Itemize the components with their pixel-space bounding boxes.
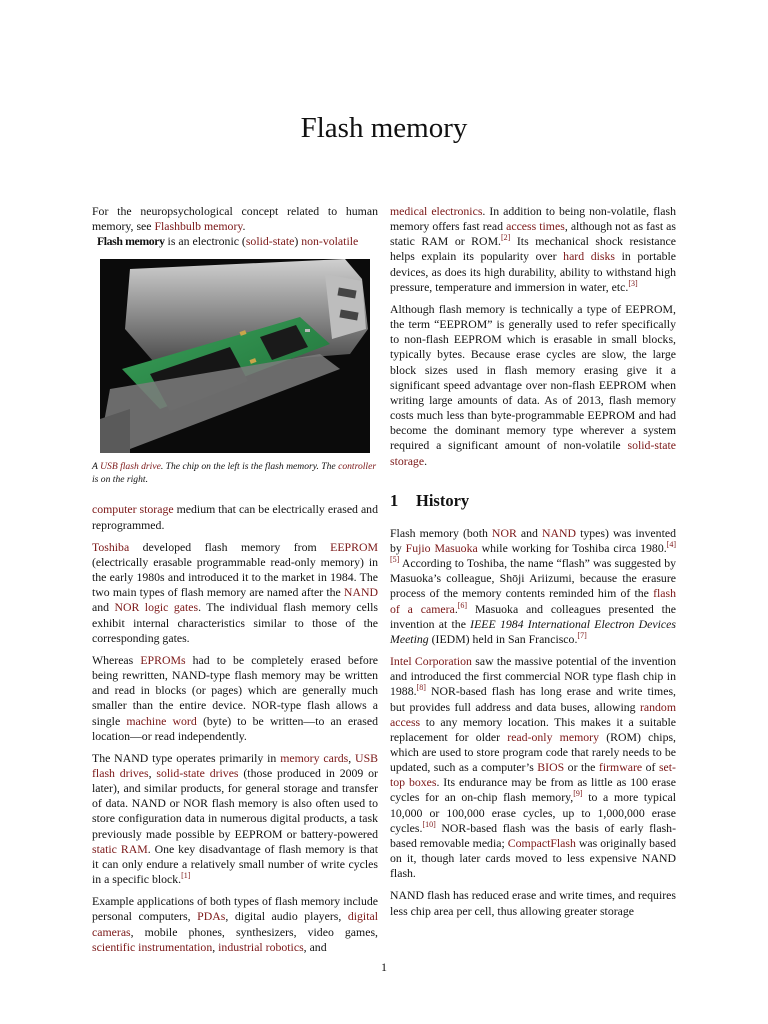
text-fragment: , mobile phones, synthesizers, video games, <box>130 924 378 939</box>
link-solid-state-storage[interactable]: solid-state storage <box>390 438 676 468</box>
text-fragment: , digital audio players, <box>225 909 348 924</box>
link-hard-disks[interactable]: hard disks <box>563 249 615 264</box>
text-fragment: Its mechanical shock resistance helps explain its popularity over <box>390 234 676 264</box>
right-column <box>390 204 676 926</box>
text-fragment: . <box>454 601 458 616</box>
hatnote-text: For the neuropsychological concept related to human memory, see <box>92 204 378 234</box>
text-fragment: had to be completely erased before being rewritten, NAND-type flash memory may be written and read in blocks (or pages) which are generally much smaller than the entire device. NOR-type flash allows a single <box>92 652 378 728</box>
paragraph-applications <box>92 894 378 955</box>
text-fragment: A <box>92 461 101 473</box>
link-firmware[interactable]: firmware <box>598 760 643 775</box>
page-title: Flash memory <box>300 112 468 144</box>
text-fragment: and <box>516 525 542 540</box>
text-fragment: , although not as fast as static RAM or ROM. <box>390 219 676 249</box>
paragraph-advantages <box>390 204 676 295</box>
text-fragment: (IEDM) held in San Francisco. <box>428 631 578 646</box>
text-fragment: , <box>348 750 356 765</box>
text-fragment: . The individual flash memory cells exhibit internal characteristics similar to those of the corresponding gates. <box>92 600 378 645</box>
text-fragment: Masuoka and colleagues presented the invention at the <box>390 601 676 631</box>
link-industrial-robotics[interactable]: industrial robotics <box>218 939 304 954</box>
text-fragment: . One key disadvantage of flash memory is that it can only endure a relatively small number of write cycles in a specific block. <box>92 841 378 887</box>
text-fragment: types) was invented by <box>390 525 676 555</box>
text-fragment: , <box>148 765 157 780</box>
link-nor[interactable]: NOR <box>491 525 517 540</box>
text-fragment: . <box>242 219 246 234</box>
paragraph-intel <box>390 654 676 881</box>
text-fragment: saw the massive potential of the invention and introduced the first commercial NOR type flash chip in 1988. <box>390 654 676 699</box>
text-fragment: is on the right. <box>92 474 148 486</box>
citation-1[interactable]: [1] <box>181 871 191 881</box>
figure-caption <box>92 460 378 486</box>
text-fragment: , <box>212 939 219 954</box>
link-nand-history[interactable]: NAND <box>541 525 577 540</box>
usb-flash-drive-photo <box>100 259 370 453</box>
lead-bold-term: Flash memory <box>97 234 165 249</box>
link-eproms[interactable]: EPROMs <box>140 652 186 667</box>
link-solid-state-drives[interactable]: solid-state drives <box>156 765 239 780</box>
link-nand[interactable]: NAND <box>343 585 378 600</box>
link-toshiba[interactable]: Toshiba <box>92 539 130 554</box>
link-random-access[interactable]: random access <box>390 699 676 729</box>
link-memory-cards[interactable]: memory cards <box>280 750 349 765</box>
text-fragment: NAND flash has reduced erase and write times, and requires less chip area per cell, thus allowing greater storage <box>390 888 676 918</box>
text-fragment: The NAND type operates primarily in <box>92 750 281 765</box>
link-machine-word[interactable]: machine word <box>126 713 197 728</box>
link-digital-cameras[interactable]: digital cameras <box>92 909 378 939</box>
text-fragment: or the <box>564 760 599 775</box>
text-fragment: (electrically erasable programmable read-only memory) in the early 1980s and introduced it to the market in 1984. The two main types of flash memory are named after the <box>92 554 378 600</box>
paragraph-nand-flash <box>390 888 676 918</box>
link-static-ram[interactable]: static RAM <box>92 841 148 856</box>
link-nor-logic-gates[interactable]: NOR logic gates <box>114 600 199 615</box>
text-fragment: Flash memory (both <box>390 525 492 540</box>
text-fragment: (byte) to be written—to an erased location—or read independently. <box>92 713 378 743</box>
text-fragment: ) <box>294 234 302 249</box>
link-usb-flash-drives[interactable]: USB flash drives <box>92 750 378 780</box>
paragraph-eeprom-term <box>390 302 676 469</box>
text-fragment: Example applications of both types of flash memory include personal computers, <box>92 894 378 924</box>
text-fragment: (those produced in 2009 or later), and similar products, for general storage and transfer of data. NAND or NOR flash memory is also often used to store configuration data in numerous digital products, a task previously made possible by EEPROM or battery-powered <box>92 765 378 841</box>
hatnote <box>92 204 378 234</box>
link-pdas[interactable]: PDAs <box>197 909 226 924</box>
text-fragment: in portable devices, as does its high durability, ability to withstand high pressure, temperature and immersion in water, etc. <box>390 249 676 294</box>
text-fragment: NOR-based flash has long erase and write times, but provides full address and data buses, allowing <box>390 684 676 714</box>
text-fragment: . Its endurance may be from as little as 100 erase cycles for an on-chip flash memory, <box>390 775 677 805</box>
section-title: History <box>416 490 470 510</box>
link-compactflash[interactable]: CompactFlash <box>507 835 576 850</box>
citation-4-5[interactable]: [4][5] <box>390 540 676 565</box>
citation-6[interactable]: [6] <box>457 600 468 610</box>
paragraph-eproms <box>92 653 378 744</box>
text-fragment: medium that can be electrically erased and reprogrammed. <box>92 502 378 532</box>
text-fragment: , and <box>303 939 327 954</box>
paragraph-toshiba <box>92 540 378 646</box>
text-fragment: developed flash memory from <box>129 539 331 554</box>
link-fujio-masuoka[interactable]: Fujio Masuoka <box>405 540 478 555</box>
text-fragment: was originally based on it, though later cards moved to less expensive NAND flash. <box>390 835 676 881</box>
text-fragment: . <box>424 453 428 468</box>
text-fragment: of <box>642 760 659 775</box>
link-solid-state[interactable]: solid-state <box>245 234 295 249</box>
text-fragment: to a more typical 10,000 or 100,000 erase cycles, up to 1,000,000 erase cycles. <box>390 790 676 835</box>
citation-10[interactable]: [10] <box>422 819 436 829</box>
usb-flash-drive-illustration <box>100 259 370 453</box>
link-access-times[interactable]: access times <box>506 219 565 234</box>
citation-2[interactable]: [2] <box>501 233 511 243</box>
text-fragment: to any memory location. This makes it a suitable replacement for older <box>390 714 676 744</box>
citation-8[interactable]: [8] <box>416 683 426 693</box>
text-fragment: (ROM) chips, which are used to store program code that rarely needs to be updated, such as a computer’s <box>390 729 677 775</box>
link-set-top-boxes[interactable]: set-top boxes <box>390 760 676 790</box>
link-scientific-instrumentation[interactable]: scientific instrumentation <box>92 939 213 954</box>
link-read-only-memory[interactable]: read-only memory <box>507 729 599 744</box>
text-fragment: Although flash memory is technically a type of EEPROM, the term “EEPROM” is generally used to refer specifically to non-flash EEPROM which is erasable in small blocks, typically bytes. Because erase cycles are slow, the large block sizes used in flash memory erasing give it a significant speed advantage over non-flash EEPROM when writing large amounts of data. As of 2013, flash memory costs much less than byte-programmable EEPROM and had become the dominant memory type wherever a system required a significant amount of non-volatile <box>390 301 676 453</box>
italic-conference-name: IEEE 1984 International Electron Devices Meeting <box>390 616 676 646</box>
text-fragment: Whereas <box>92 652 141 667</box>
link-medical-electronics[interactable]: medical electronics <box>390 204 483 218</box>
lead-continuation <box>92 502 378 532</box>
citation-3[interactable]: [3] <box>628 278 638 288</box>
page-number: 1 <box>381 960 387 974</box>
section-heading-history <box>390 490 676 510</box>
link-bios[interactable]: BIOS <box>537 760 565 775</box>
text-fragment: . The chip on the left is the flash memory. The <box>160 461 339 473</box>
paragraph-history-invention <box>390 526 676 647</box>
link-flashbulb-memory[interactable]: Flashbulb memory <box>154 219 243 234</box>
citation-9[interactable]: [9] <box>573 789 583 799</box>
link-intel-corporation[interactable]: Intel Corporation <box>390 654 472 669</box>
text-fragment: . In addition to being non-volatile, flash memory offers fast read <box>390 204 676 234</box>
text-fragment: is an electronic ( <box>164 234 246 249</box>
lead-paragraph <box>92 234 378 249</box>
text-fragment: NOR-based flash was the basis of early flash-based removable media; <box>390 820 676 850</box>
text-fragment: while working for Toshiba circa 1980. <box>477 540 667 555</box>
paragraph-nand-usage <box>92 751 378 887</box>
link-computer-storage[interactable]: computer storage <box>92 502 174 517</box>
citation-7[interactable]: [7] <box>577 630 587 640</box>
link-controller[interactable]: controller <box>338 461 377 473</box>
text-fragment: According to Toshiba, the name “flash” was suggested by Masuoka’s colleague, Shōji Ariizumi, because the erasure process of the memory contents reminded him of the <box>390 556 676 601</box>
link-usb-flash-drive[interactable]: USB flash drive <box>100 461 161 473</box>
link-eeprom[interactable]: EEPROM <box>330 539 378 554</box>
link-flash-of-a-camera[interactable]: flash of a camera <box>390 586 676 616</box>
section-number: 1 <box>390 490 399 510</box>
text-fragment: and <box>92 600 115 615</box>
left-column <box>92 204 378 962</box>
figure-usb-flash-drive <box>92 259 377 486</box>
link-non-volatile[interactable]: non-volatile <box>301 234 359 249</box>
